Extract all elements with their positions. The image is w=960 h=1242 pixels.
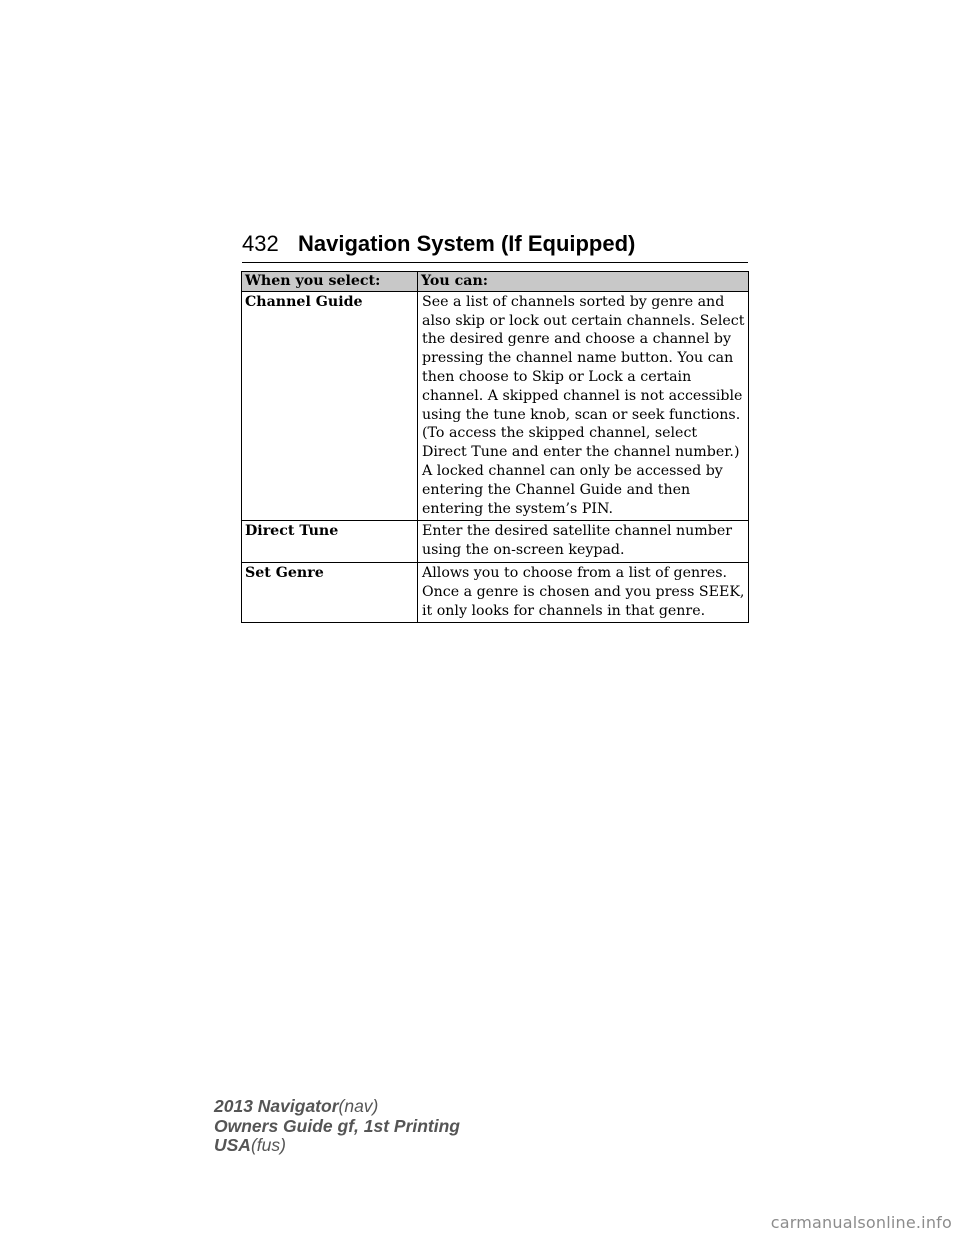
footer-line-model	[214, 1097, 460, 1117]
table-row	[242, 521, 749, 563]
function-table	[241, 271, 749, 623]
table-row	[242, 291, 749, 521]
page-header	[242, 228, 748, 263]
footer-region: USA	[214, 1135, 251, 1155]
row-option-label: Direct Tune	[242, 521, 418, 563]
row-option-label: Set Genre	[242, 562, 418, 622]
page-number: 432	[242, 231, 279, 256]
column-header-you-can: You can:	[418, 272, 749, 292]
footer-model-code: (nav)	[338, 1096, 379, 1116]
row-option-description: Enter the desired satellite channel number using the on-screen keypad.	[418, 521, 749, 563]
footer-line-region	[214, 1136, 460, 1156]
row-option-description: See a list of channels sorted by genre and also skip or lock out certain channels. Select the desired genre and choose a channel by pressing the channel name button. You can then choose to Skip or Lock a certain channel. A skipped channel is not accessible using the tune knob, scan or seek functions. (To access the skipped channel, select Direct Tune and enter the channel number.) A locked channel can only be accessed by entering the Channel Guide and then entering the system’s PIN.	[418, 291, 749, 521]
table-header-row	[242, 272, 749, 292]
footer-guide: Owners Guide gf, 1st Printing	[214, 1115, 460, 1136]
column-header-when-you-select: When you select:	[242, 272, 418, 292]
watermark: carmanualsonline.info	[770, 1213, 952, 1232]
row-option-label: Channel Guide	[242, 291, 418, 521]
footer-model: 2013 Navigator	[214, 1096, 339, 1116]
footer-line-guide	[214, 1117, 460, 1137]
document-footer	[214, 1097, 460, 1156]
table-row	[242, 562, 749, 622]
footer-region-code: (fus)	[250, 1135, 286, 1155]
row-option-description: Allows you to choose from a list of genres. Once a genre is chosen and you press SEEK, it only looks for channels in that genre.	[418, 562, 749, 622]
section-title: Navigation System (If Equipped)	[298, 231, 636, 256]
